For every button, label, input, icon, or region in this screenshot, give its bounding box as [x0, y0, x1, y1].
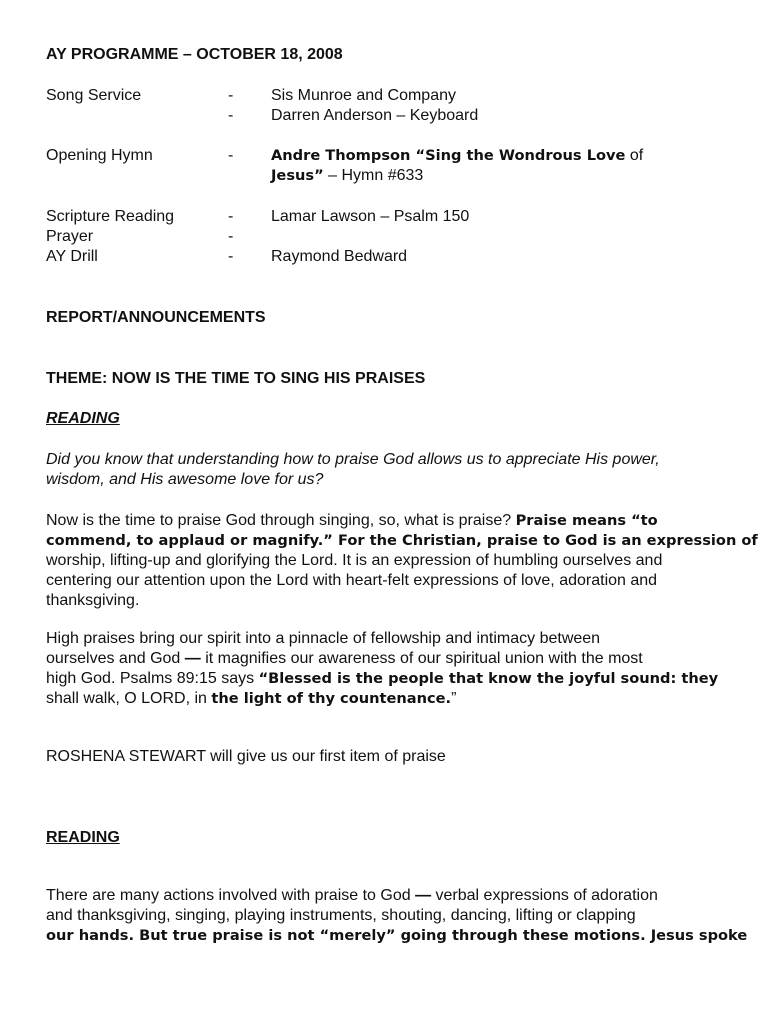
scripture-reading-value: Lamar Lawson – Psalm 150 [271, 208, 470, 225]
opening-hymn-bold-1: Andre Thompson “Sing the Wondrous Love [271, 147, 626, 164]
reading2-line-1-a: There are many actions involved with praise to God [46, 887, 416, 904]
scripture-reading-label: Scripture Reading [46, 208, 175, 225]
para2-line-3-normal: high God. Psalms 89:15 says [46, 670, 259, 687]
opening-hymn-rest-1: of [625, 147, 644, 164]
reading-intro-line-1: Did you know that understanding how to praise God allows us to appreciate His power, [46, 451, 660, 468]
reading-heading-1: READING [46, 410, 120, 427]
opening-hymn-bold-2: Jesus” [271, 167, 324, 184]
reading2-line-1 [46, 886, 658, 906]
para2-line-2-a: ourselves and God [46, 650, 185, 667]
song-service-dash: - [228, 87, 234, 104]
para2-line-1: High praises bring our spirit into a pinnacle of fellowship and intimacy between [46, 630, 601, 647]
opening-hymn-label: Opening Hymn [46, 147, 153, 164]
para2-line-4 [46, 689, 456, 709]
para1-line-5: thanksgiving. [46, 592, 140, 609]
ay-drill-label: AY Drill [46, 248, 98, 265]
para2-line-4-normal: shall walk, O LORD, in [46, 690, 212, 707]
praise-item-line: ROSHENA STEWART will give us our first item of praise [46, 748, 446, 765]
para2-line-2-dash: — [184, 650, 201, 667]
opening-hymn-value-line-2 [271, 166, 423, 186]
para1-line-3: worship, lifting-up and glorifying the Lord. It is an expression of humbling ourselves and [46, 552, 663, 569]
page-title: AY PROGRAMME – OCTOBER 18, 2008 [46, 46, 343, 63]
opening-hymn-rest-2: – Hymn #633 [323, 167, 424, 184]
prayer-label: Prayer [46, 228, 94, 245]
reading2-line-3: our hands. But true praise is not “merely” going through these motions. Jesus spoke [46, 927, 748, 944]
song-service-label: Song Service [46, 87, 142, 104]
opening-hymn-dash: - [228, 147, 234, 164]
ay-drill-value: Raymond Bedward [271, 248, 408, 265]
theme-heading: THEME: NOW IS THE TIME TO SING HIS PRAISES [46, 370, 426, 387]
reading2-line-1-b: verbal expressions of adoration [431, 887, 658, 904]
para1-line-1-bold: Praise means “to [515, 512, 658, 529]
para2-line-4-bold: the light of thy countenance. [211, 690, 452, 707]
song-service-value-2: Darren Anderson – Keyboard [271, 107, 479, 124]
ay-drill-dash: - [228, 248, 234, 265]
para2-line-4-end: ” [451, 690, 457, 707]
reading-heading-2: READING [46, 829, 120, 846]
reading2-line-2: and thanksgiving, singing, playing instruments, shouting, dancing, lifting or clapping [46, 907, 636, 924]
song-service-value-1: Sis Munroe and Company [271, 87, 456, 104]
reading-intro-line-2: wisdom, and His awesome love for us? [46, 471, 324, 488]
para2-line-2-b: it magnifies our awareness of our spiritual union with the most [200, 650, 643, 667]
para1-line-1-normal: Now is the time to praise God through singing, so, what is praise? [46, 512, 516, 529]
para1-line-2: commend, to applaud or magnify.” For the Christian, praise to God is an expression of [46, 532, 758, 549]
para2-line-2 [46, 649, 643, 669]
prayer-dash: - [228, 228, 234, 245]
para1-line-1 [46, 511, 658, 531]
para1-line-4: centering our attention upon the Lord with heart-felt expressions of love, adoration and [46, 572, 658, 589]
reading2-line-1-dash: — [415, 887, 432, 904]
opening-hymn-value-line-1 [271, 146, 643, 166]
para2-line-3 [46, 669, 718, 689]
para2-line-3-bold: “Blessed is the people that know the joyful sound: they [258, 670, 719, 687]
report-heading: REPORT/ANNOUNCEMENTS [46, 309, 266, 326]
scripture-reading-dash: - [228, 208, 234, 225]
song-service-dash-2: - [228, 107, 234, 124]
